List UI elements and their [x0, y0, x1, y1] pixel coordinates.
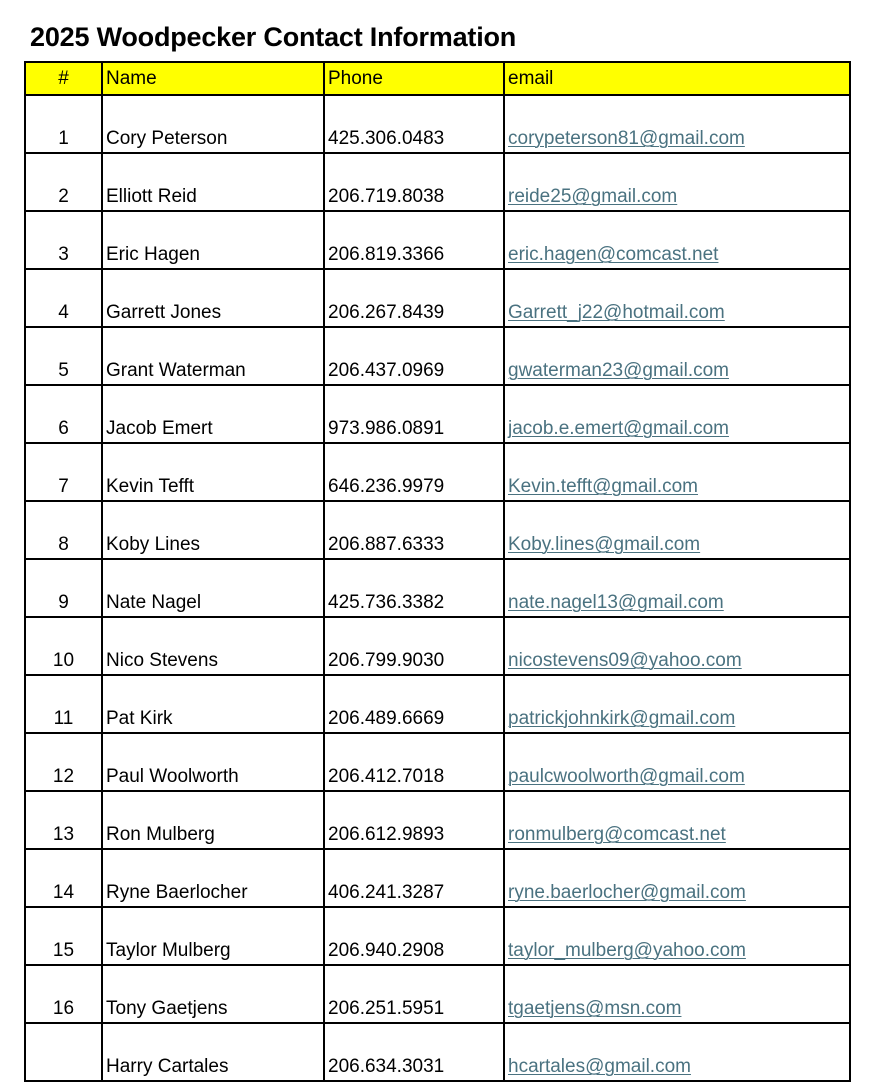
- row-number-cell: 10: [25, 617, 102, 675]
- table-row: [25, 675, 850, 733]
- email-link[interactable]: tgaetjens@msn.com: [508, 998, 682, 1019]
- email-link[interactable]: ryne.baerlocher@gmail.com: [508, 882, 746, 903]
- phone-cell: 206.887.6333: [324, 501, 504, 559]
- phone-cell: 206.489.6669: [324, 675, 504, 733]
- email-link[interactable]: Koby.lines@gmail.com: [508, 534, 701, 555]
- table-row: [25, 559, 850, 617]
- phone-cell: 206.612.9893: [324, 791, 504, 849]
- email-link[interactable]: nate.nagel13@gmail.com: [508, 592, 724, 613]
- email-cell: [504, 791, 850, 849]
- row-number-cell: 5: [25, 327, 102, 385]
- column-header-number: #: [25, 62, 102, 95]
- name-cell: Jacob Emert: [102, 385, 324, 443]
- email-cell: [504, 501, 850, 559]
- phone-cell: 425.306.0483: [324, 95, 504, 153]
- email-cell: [504, 617, 850, 675]
- row-number-cell: 4: [25, 269, 102, 327]
- phone-cell: 425.736.3382: [324, 559, 504, 617]
- email-cell: [504, 1023, 850, 1081]
- name-cell: Koby Lines: [102, 501, 324, 559]
- email-cell: [504, 269, 850, 327]
- name-cell: Kevin Tefft: [102, 443, 324, 501]
- email-cell: [504, 965, 850, 1023]
- row-number-cell: 1: [25, 95, 102, 153]
- table-body: [25, 95, 850, 1081]
- phone-cell: 206.412.7018: [324, 733, 504, 791]
- email-cell: [504, 849, 850, 907]
- email-cell: [504, 559, 850, 617]
- phone-cell: 206.719.8038: [324, 153, 504, 211]
- table-header: [25, 62, 850, 95]
- email-link[interactable]: gwaterman23@gmail.com: [508, 360, 729, 381]
- row-number-cell: 16: [25, 965, 102, 1023]
- table-row: [25, 1023, 850, 1081]
- email-link[interactable]: reide25@gmail.com: [508, 186, 678, 207]
- email-link[interactable]: Garrett_j22@hotmail.com: [508, 302, 725, 323]
- email-cell: [504, 675, 850, 733]
- name-cell: Cory Peterson: [102, 95, 324, 153]
- email-cell: [504, 443, 850, 501]
- table-row: [25, 501, 850, 559]
- email-cell: [504, 153, 850, 211]
- table-row: [25, 327, 850, 385]
- email-cell: [504, 211, 850, 269]
- email-cell: [504, 327, 850, 385]
- email-link[interactable]: patrickjohnkirk@gmail.com: [508, 708, 736, 729]
- name-cell: Garrett Jones: [102, 269, 324, 327]
- email-cell: [504, 733, 850, 791]
- row-number-cell: 15: [25, 907, 102, 965]
- header-row: [25, 62, 850, 95]
- email-link[interactable]: jacob.e.emert@gmail.com: [508, 418, 729, 439]
- phone-cell: 206.437.0969: [324, 327, 504, 385]
- name-cell: Paul Woolworth: [102, 733, 324, 791]
- email-cell: [504, 907, 850, 965]
- phone-cell: 206.267.8439: [324, 269, 504, 327]
- table-row: [25, 791, 850, 849]
- phone-cell: 973.986.0891: [324, 385, 504, 443]
- phone-cell: 206.634.3031: [324, 1023, 504, 1081]
- name-cell: Pat Kirk: [102, 675, 324, 733]
- table-row: [25, 965, 850, 1023]
- name-cell: Ryne Baerlocher: [102, 849, 324, 907]
- row-number-cell: 8: [25, 501, 102, 559]
- email-link[interactable]: Kevin.tefft@gmail.com: [508, 476, 699, 497]
- phone-cell: 206.799.9030: [324, 617, 504, 675]
- table-row: [25, 907, 850, 965]
- name-cell: Nico Stevens: [102, 617, 324, 675]
- email-link[interactable]: nicostevens09@yahoo.com: [508, 650, 742, 671]
- email-link[interactable]: taylor_mulberg@yahoo.com: [508, 940, 746, 961]
- table-row: [25, 211, 850, 269]
- name-cell: Nate Nagel: [102, 559, 324, 617]
- phone-cell: 206.251.5951: [324, 965, 504, 1023]
- row-number-cell: [25, 1023, 102, 1081]
- column-header-email: email: [504, 62, 850, 95]
- column-header-phone: Phone: [324, 62, 504, 95]
- table-row: [25, 269, 850, 327]
- row-number-cell: 9: [25, 559, 102, 617]
- email-link[interactable]: corypeterson81@gmail.com: [508, 128, 745, 149]
- table-row: [25, 617, 850, 675]
- email-link[interactable]: ronmulberg@comcast.net: [508, 824, 726, 845]
- name-cell: Grant Waterman: [102, 327, 324, 385]
- phone-cell: 206.819.3366: [324, 211, 504, 269]
- contact-table: [24, 61, 851, 1082]
- row-number-cell: 2: [25, 153, 102, 211]
- row-number-cell: 11: [25, 675, 102, 733]
- row-number-cell: 13: [25, 791, 102, 849]
- email-link[interactable]: hcartales@gmail.com: [508, 1056, 691, 1077]
- table-row: [25, 849, 850, 907]
- table-row: [25, 385, 850, 443]
- table-row: [25, 443, 850, 501]
- row-number-cell: 14: [25, 849, 102, 907]
- page-title: 2025 Woodpecker Contact Information: [30, 22, 517, 52]
- row-number-cell: 12: [25, 733, 102, 791]
- name-cell: Elliott Reid: [102, 153, 324, 211]
- email-cell: [504, 95, 850, 153]
- name-cell: Taylor Mulberg: [102, 907, 324, 965]
- email-link[interactable]: paulcwoolworth@gmail.com: [508, 766, 745, 787]
- name-cell: Eric Hagen: [102, 211, 324, 269]
- phone-cell: 406.241.3287: [324, 849, 504, 907]
- name-cell: Tony Gaetjens: [102, 965, 324, 1023]
- table-row: [25, 153, 850, 211]
- email-cell: [504, 385, 850, 443]
- column-header-name: Name: [102, 62, 324, 95]
- row-number-cell: 6: [25, 385, 102, 443]
- row-number-cell: 7: [25, 443, 102, 501]
- table-row: [25, 733, 850, 791]
- email-link[interactable]: eric.hagen@comcast.net: [508, 244, 719, 265]
- table-row: [25, 95, 850, 153]
- phone-cell: 646.236.9979: [324, 443, 504, 501]
- row-number-cell: 3: [25, 211, 102, 269]
- phone-cell: 206.940.2908: [324, 907, 504, 965]
- name-cell: Ron Mulberg: [102, 791, 324, 849]
- name-cell: Harry Cartales: [102, 1023, 324, 1081]
